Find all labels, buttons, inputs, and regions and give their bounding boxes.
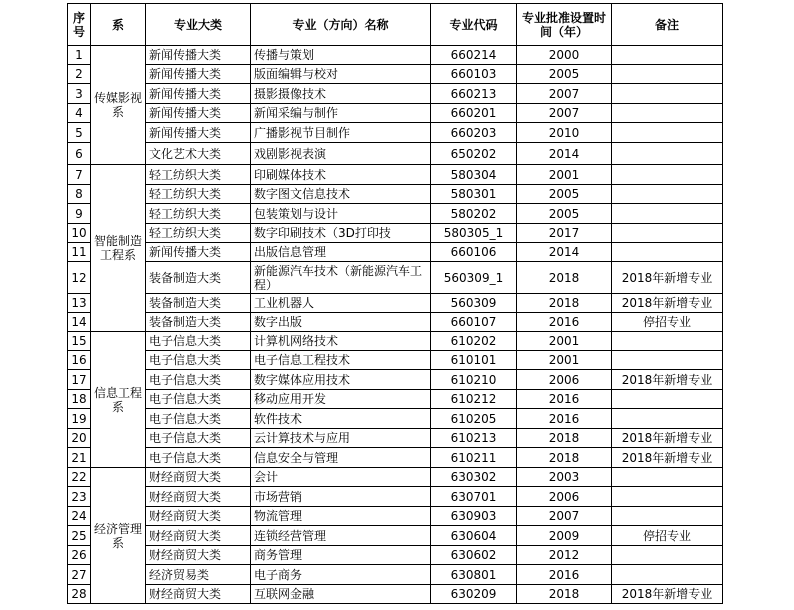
major-code-cell: 580202 (431, 204, 517, 224)
major-name-cell: 印刷媒体技术 (251, 165, 431, 185)
majors-table-container (67, 3, 723, 604)
major-code-cell: 660213 (431, 84, 517, 104)
approved-year-cell: 2006 (517, 370, 612, 390)
major-code-cell: 660203 (431, 123, 517, 143)
note-cell: 2018年新增专业 (612, 370, 723, 390)
table-row (68, 507, 723, 526)
approved-year-cell: 2007 (517, 84, 612, 104)
category-cell: 轻工纺织大类 (146, 224, 251, 243)
note-cell (612, 487, 723, 507)
approved-year-cell: 2018 (517, 585, 612, 604)
category-cell: 新闻传播大类 (146, 243, 251, 262)
major-name-cell: 连锁经营管理 (251, 526, 431, 546)
major-name-cell: 版面编辑与校对 (251, 65, 431, 84)
major-name-cell: 信息安全与管理 (251, 448, 431, 468)
note-cell: 2018年新增专业 (612, 294, 723, 313)
approved-year-cell: 2018 (517, 262, 612, 294)
row-number: 8 (68, 185, 91, 204)
majors-table (67, 3, 723, 604)
table-row (68, 204, 723, 224)
table-row (68, 165, 723, 185)
row-number: 11 (68, 243, 91, 262)
header-note: 备注 (612, 4, 723, 46)
table-row (68, 448, 723, 468)
row-number: 26 (68, 546, 91, 565)
table-row (68, 487, 723, 507)
note-cell (612, 65, 723, 84)
approved-year-cell: 2005 (517, 65, 612, 84)
category-cell: 新闻传播大类 (146, 104, 251, 123)
major-code-cell: 560309_1 (431, 262, 517, 294)
note-cell (612, 104, 723, 123)
major-code-cell: 630701 (431, 487, 517, 507)
major-code-cell: 580301 (431, 185, 517, 204)
major-code-cell: 580305_1 (431, 224, 517, 243)
category-cell: 电子信息大类 (146, 409, 251, 429)
row-number: 19 (68, 409, 91, 429)
major-name-cell: 移动应用开发 (251, 390, 431, 409)
table-row (68, 390, 723, 409)
category-cell: 电子信息大类 (146, 429, 251, 448)
major-code-cell: 630604 (431, 526, 517, 546)
approved-year-cell: 2016 (517, 390, 612, 409)
row-number: 7 (68, 165, 91, 185)
category-cell: 文化艺术大类 (146, 143, 251, 165)
category-cell: 财经商贸大类 (146, 526, 251, 546)
table-row (68, 262, 723, 294)
major-name-cell: 数字出版 (251, 313, 431, 332)
major-name-cell: 互联网金融 (251, 585, 431, 604)
approved-year-cell: 2007 (517, 104, 612, 123)
row-number: 17 (68, 370, 91, 390)
note-cell (612, 204, 723, 224)
note-cell (612, 332, 723, 351)
table-row (68, 104, 723, 123)
category-cell: 电子信息大类 (146, 332, 251, 351)
table-row (68, 224, 723, 243)
major-name-cell: 摄影摄像技术 (251, 84, 431, 104)
major-code-cell: 610210 (431, 370, 517, 390)
major-code-cell: 610213 (431, 429, 517, 448)
major-code-cell: 610101 (431, 351, 517, 370)
approved-year-cell: 2001 (517, 332, 612, 351)
major-name-cell: 市场营销 (251, 487, 431, 507)
note-cell (612, 351, 723, 370)
approved-year-cell: 2001 (517, 165, 612, 185)
row-number: 15 (68, 332, 91, 351)
major-code-cell: 630903 (431, 507, 517, 526)
approved-year-cell: 2005 (517, 185, 612, 204)
major-name-cell: 商务管理 (251, 546, 431, 565)
row-number: 4 (68, 104, 91, 123)
major-name-cell: 数字印刷技术（3D打印技 (251, 224, 431, 243)
row-number: 2 (68, 65, 91, 84)
major-code-cell: 630801 (431, 565, 517, 585)
table-row (68, 546, 723, 565)
approved-year-cell: 2016 (517, 565, 612, 585)
table-row (68, 65, 723, 84)
table-row (68, 429, 723, 448)
row-number: 25 (68, 526, 91, 546)
row-number: 24 (68, 507, 91, 526)
major-name-cell: 新闻采编与制作 (251, 104, 431, 123)
table-row (68, 585, 723, 604)
row-number: 16 (68, 351, 91, 370)
approved-year-cell: 2001 (517, 351, 612, 370)
category-cell: 电子信息大类 (146, 351, 251, 370)
department-cell: 传媒影视系 (91, 46, 146, 165)
major-name-cell: 包装策划与设计 (251, 204, 431, 224)
row-number: 5 (68, 123, 91, 143)
note-cell: 停招专业 (612, 313, 723, 332)
major-name-cell: 云计算技术与应用 (251, 429, 431, 448)
note-cell: 停招专业 (612, 526, 723, 546)
major-name-cell: 数字图文信息技术 (251, 185, 431, 204)
table-row (68, 370, 723, 390)
note-cell (612, 123, 723, 143)
category-cell: 装备制造大类 (146, 313, 251, 332)
row-number: 23 (68, 487, 91, 507)
row-number: 3 (68, 84, 91, 104)
approved-year-cell: 2000 (517, 46, 612, 65)
major-name-cell: 戏剧影视表演 (251, 143, 431, 165)
major-code-cell: 630602 (431, 546, 517, 565)
approved-year-cell: 2005 (517, 204, 612, 224)
major-code-cell: 660106 (431, 243, 517, 262)
table-row (68, 526, 723, 546)
table-row (68, 468, 723, 487)
row-number: 14 (68, 313, 91, 332)
category-cell: 新闻传播大类 (146, 65, 251, 84)
category-cell: 轻工纺织大类 (146, 165, 251, 185)
approved-year-cell: 2010 (517, 123, 612, 143)
approved-year-cell: 2018 (517, 448, 612, 468)
major-code-cell: 630209 (431, 585, 517, 604)
category-cell: 轻工纺织大类 (146, 204, 251, 224)
row-number: 18 (68, 390, 91, 409)
row-number: 28 (68, 585, 91, 604)
note-cell: 2018年新增专业 (612, 429, 723, 448)
category-cell: 新闻传播大类 (146, 123, 251, 143)
approved-year-cell: 2009 (517, 526, 612, 546)
header-major: 专业（方向）名称 (251, 4, 431, 46)
major-name-cell: 会计 (251, 468, 431, 487)
major-code-cell: 610212 (431, 390, 517, 409)
row-number: 1 (68, 46, 91, 65)
note-cell: 2018年新增专业 (612, 448, 723, 468)
major-name-cell: 工业机器人 (251, 294, 431, 313)
header-dept: 系 (91, 4, 146, 46)
note-cell (612, 243, 723, 262)
category-cell: 新闻传播大类 (146, 46, 251, 65)
major-code-cell: 630302 (431, 468, 517, 487)
table-row (68, 84, 723, 104)
major-name-cell: 广播影视节目制作 (251, 123, 431, 143)
major-name-cell: 计算机网络技术 (251, 332, 431, 351)
header-category: 专业大类 (146, 4, 251, 46)
major-name-cell: 出版信息管理 (251, 243, 431, 262)
category-cell: 财经商贸大类 (146, 585, 251, 604)
major-code-cell: 660214 (431, 46, 517, 65)
header-row (68, 4, 723, 46)
row-number: 21 (68, 448, 91, 468)
table-row (68, 123, 723, 143)
header-code: 专业代码 (431, 4, 517, 46)
category-cell: 财经商贸大类 (146, 546, 251, 565)
major-code-cell: 660107 (431, 313, 517, 332)
major-code-cell: 560309 (431, 294, 517, 313)
category-cell: 电子信息大类 (146, 370, 251, 390)
note-cell (612, 507, 723, 526)
table-row (68, 185, 723, 204)
note-cell (612, 224, 723, 243)
table-row (68, 313, 723, 332)
category-cell: 电子信息大类 (146, 448, 251, 468)
approved-year-cell: 2016 (517, 409, 612, 429)
note-cell (612, 409, 723, 429)
header-no: 序号 (68, 4, 91, 46)
category-cell: 轻工纺织大类 (146, 185, 251, 204)
category-cell: 装备制造大类 (146, 262, 251, 294)
major-code-cell: 610205 (431, 409, 517, 429)
approved-year-cell: 2016 (517, 313, 612, 332)
category-cell: 装备制造大类 (146, 294, 251, 313)
note-cell (612, 565, 723, 585)
note-cell (612, 390, 723, 409)
header-approved-year: 专业批准设置时间（年） (517, 4, 612, 46)
major-name-cell: 物流管理 (251, 507, 431, 526)
major-name-cell: 电子商务 (251, 565, 431, 585)
category-cell: 财经商贸大类 (146, 507, 251, 526)
row-number: 22 (68, 468, 91, 487)
note-cell (612, 165, 723, 185)
approved-year-cell: 2003 (517, 468, 612, 487)
department-cell: 智能制造工程系 (91, 165, 146, 332)
row-number: 27 (68, 565, 91, 585)
approved-year-cell: 2018 (517, 429, 612, 448)
major-code-cell: 660201 (431, 104, 517, 123)
table-row (68, 143, 723, 165)
category-cell: 经济贸易类 (146, 565, 251, 585)
category-cell: 电子信息大类 (146, 390, 251, 409)
note-cell (612, 185, 723, 204)
note-cell (612, 46, 723, 65)
table-row (68, 565, 723, 585)
row-number: 9 (68, 204, 91, 224)
major-name-cell: 新能源汽车技术（新能源汽车工程） (251, 262, 431, 294)
approved-year-cell: 2018 (517, 294, 612, 313)
row-number: 20 (68, 429, 91, 448)
approved-year-cell: 2017 (517, 224, 612, 243)
major-code-cell: 650202 (431, 143, 517, 165)
row-number: 6 (68, 143, 91, 165)
table-row (68, 409, 723, 429)
row-number: 12 (68, 262, 91, 294)
approved-year-cell: 2007 (517, 507, 612, 526)
major-code-cell: 610202 (431, 332, 517, 351)
major-code-cell: 580304 (431, 165, 517, 185)
table-row (68, 243, 723, 262)
note-cell (612, 546, 723, 565)
approved-year-cell: 2006 (517, 487, 612, 507)
table-row (68, 351, 723, 370)
department-cell: 信息工程系 (91, 332, 146, 468)
major-name-cell: 传播与策划 (251, 46, 431, 65)
major-name-cell: 电子信息工程技术 (251, 351, 431, 370)
row-number: 13 (68, 294, 91, 313)
department-cell: 经济管理系 (91, 468, 146, 604)
note-cell: 2018年新增专业 (612, 585, 723, 604)
major-name-cell: 数字媒体应用技术 (251, 370, 431, 390)
category-cell: 新闻传播大类 (146, 84, 251, 104)
category-cell: 财经商贸大类 (146, 468, 251, 487)
table-row (68, 46, 723, 65)
note-cell (612, 468, 723, 487)
major-code-cell: 660103 (431, 65, 517, 84)
table-row (68, 332, 723, 351)
note-cell: 2018年新增专业 (612, 262, 723, 294)
approved-year-cell: 2012 (517, 546, 612, 565)
category-cell: 财经商贸大类 (146, 487, 251, 507)
table-row (68, 294, 723, 313)
approved-year-cell: 2014 (517, 243, 612, 262)
approved-year-cell: 2014 (517, 143, 612, 165)
note-cell (612, 84, 723, 104)
row-number: 10 (68, 224, 91, 243)
major-code-cell: 610211 (431, 448, 517, 468)
major-name-cell: 软件技术 (251, 409, 431, 429)
note-cell (612, 143, 723, 165)
